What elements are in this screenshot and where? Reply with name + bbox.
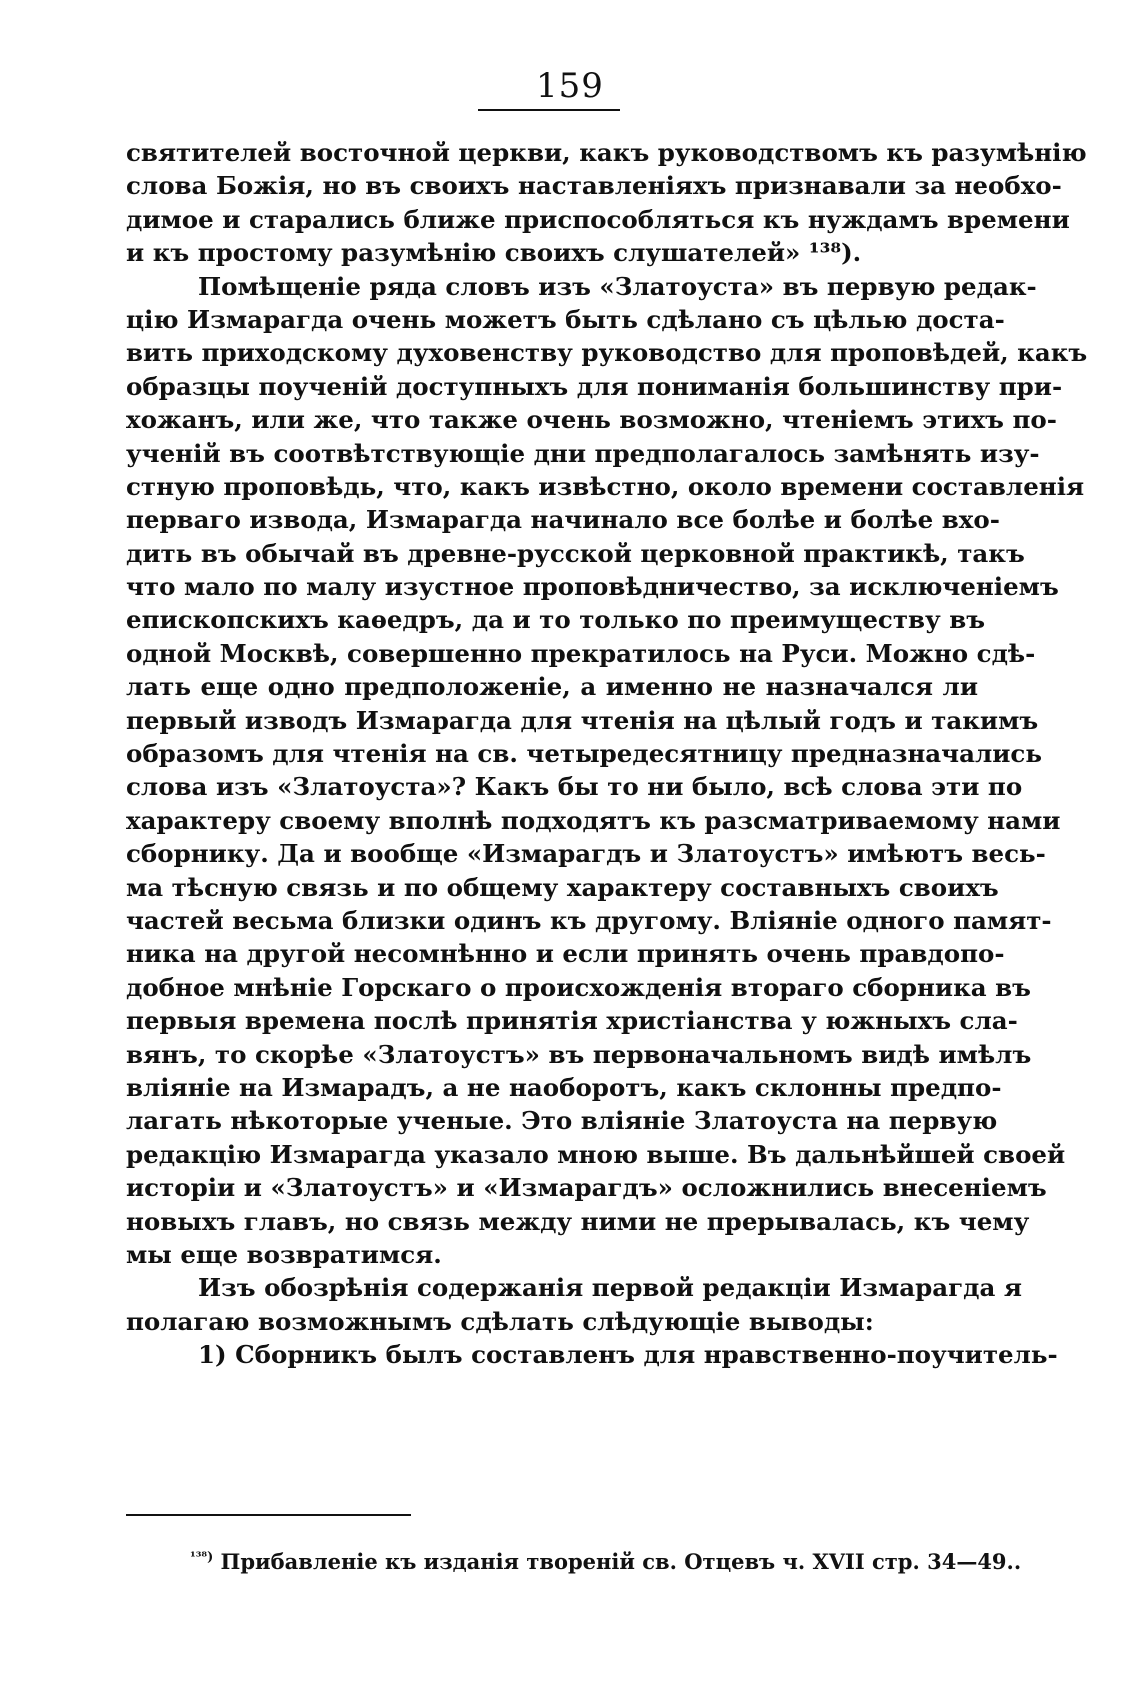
text-line: добное мнѣніе Горскаго о происхожденія втораго сборника въ — [126, 972, 1031, 1002]
text-line: вліяніе на Измарадъ, а не наоборотъ, какъ склонны предпо- — [126, 1072, 1002, 1102]
text-line: дить въ обычай въ древне-русской церковной практикѣ, такъ — [126, 538, 1025, 568]
text-line: образомъ для чтенія на св. четыредесятницу предназначались — [126, 739, 1042, 769]
text-line: стную проповѣдь, что, какъ извѣстно, около времени составленія — [126, 471, 1085, 501]
text-line: образцы поученій доступныхъ для пониманія большинству при- — [126, 371, 1063, 401]
text-line: димое и старались ближе приспособляться къ нуждамъ времени — [126, 204, 1070, 234]
text-line: епископскихъ каѳедръ, да и то только по преимуществу въ — [126, 605, 986, 635]
text-line: перваго извода, Измарагда начинало все болѣе и болѣе вхо- — [126, 505, 1000, 535]
paragraph-end-line: полагаю возможнымъ сдѣлать слѣдующіе выводы: — [126, 1306, 874, 1336]
text-line: вить приходскому духовенству руководство для проповѣдей, какъ — [126, 338, 1088, 368]
paragraph-end-line: мы еще возвратимся. — [126, 1239, 442, 1269]
text-line: вянъ, то скорѣе «Златоустъ» въ первоначальномъ видѣ имѣлъ — [126, 1039, 1032, 1069]
text-line: новыхъ главъ, но связь между ними не прерывалась, къ чему — [126, 1206, 1030, 1236]
text-line: цію Измарагда очень можетъ быть сдѣлано съ цѣлью доста- — [126, 304, 1005, 334]
text-line: что мало по малу изустное проповѣдничество, за исключеніемъ — [126, 572, 1059, 602]
footnote-rule — [126, 1514, 411, 1516]
text-line: ма тѣсную связь и по общему характеру составныхъ своихъ — [126, 872, 999, 902]
paragraph-end-line: и къ простому разумѣнію своихъ слушателей» ¹³⁸). — [126, 238, 862, 268]
paragraph-first-line: Изъ обозрѣнія содержанія первой редакціи Измарагда я — [198, 1273, 1023, 1303]
text-line: святителей восточной церкви, какъ руководствомъ къ разумѣнію — [126, 138, 1087, 167]
footnote-mark: ¹³⁸) — [190, 1550, 214, 1565]
text-line: характеру своему вполнѣ подходятъ къ разсматриваемому нами — [126, 805, 1061, 835]
text-line: слова изъ «Златоуста»? Какъ бы то ни было, всѣ слова эти по — [126, 772, 1023, 802]
text-line: ника на другой несомнѣнно и если принять очень правдопо- — [126, 939, 1005, 969]
text-line: хожанъ, или же, что также очень возможно, чтеніемъ этихъ по- — [126, 405, 1057, 435]
text-line: исторіи и «Златоустъ» и «Измарагдъ» осложнились внесеніемъ — [126, 1173, 1047, 1203]
header-rule — [478, 109, 620, 111]
text-line: лать еще одно предположеніе, а именно не назначался ли — [126, 672, 978, 702]
text-line: первый изводъ Измарагда для чтенія на цѣлый годъ и такимъ — [126, 705, 1039, 735]
paragraph-first-line: Помѣщеніе ряда словъ изъ «Златоуста» въ первую редак- — [198, 271, 1037, 301]
text-line: лагать нѣкоторые ученые. Это вліяніе Златоуста на первую — [126, 1106, 998, 1136]
body-text — [126, 136, 1088, 1371]
text-line: частей весьма близки одинъ къ другому. Вліяніе одного памят- — [126, 905, 1052, 935]
page-number: 159 — [536, 66, 604, 106]
text-line: ученій въ соотвѣтствующіе дни предполагалось замѣнять изу- — [126, 438, 1040, 468]
text-line: первыя времена послѣ принятія христіанства у южныхъ сла- — [126, 1006, 1018, 1036]
footnote — [126, 1548, 1022, 1576]
numbered-item-line: 1) Сборникъ былъ составленъ для нравственно-поучитель- — [198, 1340, 1058, 1370]
text-line: слова Божія, но въ своихъ наставленіяхъ признавали за необхо- — [126, 171, 1062, 201]
text-line: сборнику. Да и вообще «Измарагдъ и Златоустъ» имѣютъ весь- — [126, 839, 1046, 869]
text-line: одной Москвѣ, совершенно прекратилось на Руси. Можно сдѣ- — [126, 638, 1036, 668]
text-line: редакцію Измарагда указало мною выше. Въ дальнѣйшей своей — [126, 1139, 1066, 1169]
footnote-text: Прибавленіе къ изданія твореній св. Отцевъ ч. XVII стр. 34—49.. — [220, 1549, 1022, 1574]
